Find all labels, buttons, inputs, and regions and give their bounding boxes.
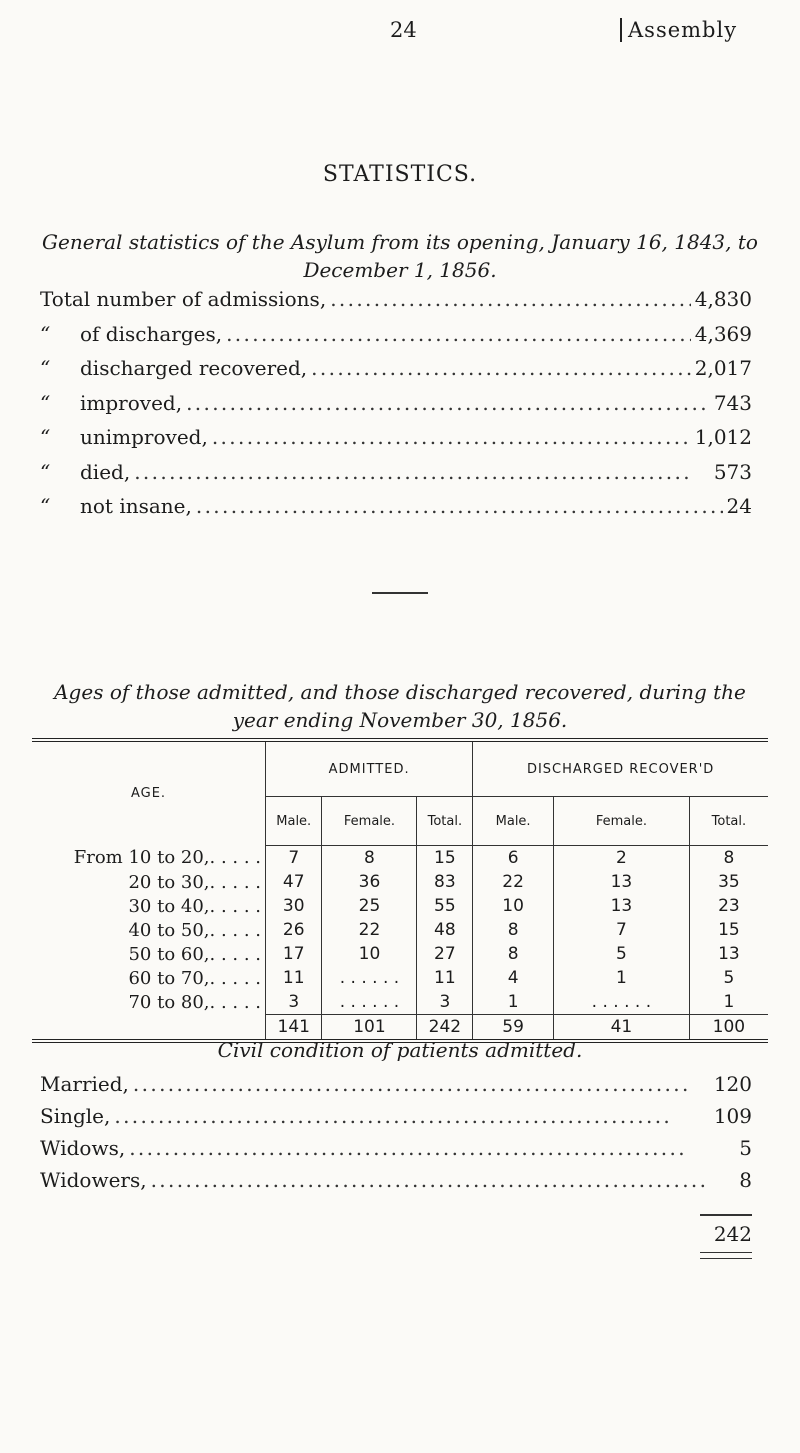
- table-cell: 11: [266, 966, 322, 990]
- table-cell: 36: [322, 870, 417, 894]
- table-cell: 8: [322, 846, 417, 871]
- table-cell: 22: [473, 870, 554, 894]
- table-cell: 13: [553, 894, 689, 918]
- civil-value: 8: [739, 1168, 752, 1192]
- table-cell: 48: [417, 918, 473, 942]
- table-cell: 25: [322, 894, 417, 918]
- table-cell: . . . . . .: [322, 990, 417, 1015]
- stat-row-discharged-recovered: [40, 356, 752, 391]
- page-number: 24: [390, 18, 417, 42]
- total-cell: 141: [266, 1015, 322, 1042]
- table-row: [32, 870, 768, 894]
- page-title: STATISTICS.: [322, 162, 478, 187]
- table-cell: 3: [417, 990, 473, 1015]
- stat-row-died: [40, 460, 752, 495]
- admitted-male-header: Male.: [266, 797, 322, 846]
- ages-caption: Ages of those admitted, and those discharged recovered, during the year ending November 30, 1856.: [54, 680, 746, 732]
- total-cell: 100: [689, 1015, 768, 1042]
- ditto-mark: “: [40, 390, 51, 415]
- total-cell: 41: [553, 1015, 689, 1042]
- stat-value: 4,830: [694, 287, 752, 311]
- table-cell: 83: [417, 870, 473, 894]
- discharged-header: DISCHARGED RECOVER'D: [473, 740, 768, 797]
- civil-value: 5: [739, 1136, 752, 1160]
- admitted-header: ADMITTED.: [266, 740, 473, 797]
- table-cell: 1: [473, 990, 554, 1015]
- age-cell: 60 to 70,. . . . .: [32, 966, 266, 990]
- table-row: [32, 846, 768, 871]
- ditto-mark: “: [40, 425, 51, 449]
- table-cell: 1: [723, 992, 735, 1012]
- table-cell: 55: [417, 894, 473, 918]
- table-cell: 13: [718, 944, 740, 964]
- table-cell: . . . . . .: [322, 966, 417, 990]
- civil-label: Married,: [40, 1072, 129, 1096]
- table-cell: 7: [553, 918, 689, 942]
- table-cell: 8: [723, 848, 735, 868]
- total-cell: 59: [473, 1015, 554, 1042]
- stat-label: improved,: [80, 390, 183, 415]
- stat-label: not insane,: [80, 494, 192, 518]
- stat-label: unimproved,: [80, 425, 208, 449]
- table-cell: 8: [473, 918, 554, 942]
- table-cell: 26: [266, 918, 322, 942]
- table-row: [32, 966, 768, 990]
- table-cell: 7: [266, 846, 322, 871]
- civil-row-widowers: [40, 1168, 752, 1200]
- stat-value: 4,369: [694, 321, 752, 346]
- civil-label: Widows,: [40, 1136, 126, 1160]
- discharged-male-header: Male.: [473, 797, 554, 846]
- civil-row-married: [40, 1072, 752, 1104]
- stat-value: 2,017: [694, 356, 752, 380]
- stat-label: discharged recovered,: [80, 356, 308, 380]
- stat-row-unimproved: [40, 425, 752, 460]
- table-row: [32, 942, 768, 966]
- table-cell: 22: [322, 918, 417, 942]
- section-divider: [372, 592, 428, 594]
- table-cell: 13: [553, 870, 689, 894]
- ditto-mark: “: [40, 494, 51, 518]
- civil-total-value: 242: [713, 1222, 752, 1246]
- age-header: AGE.: [32, 740, 266, 846]
- table-cell: 15: [718, 920, 740, 940]
- table-cell: 35: [718, 872, 740, 892]
- civil-label: Single,: [40, 1104, 111, 1128]
- table-cell: 47: [266, 870, 322, 894]
- table-row: [32, 894, 768, 918]
- civil-row-single: [40, 1104, 752, 1136]
- table-row: [32, 918, 768, 942]
- civil-total: [700, 1214, 752, 1259]
- table-cell: 8: [473, 942, 554, 966]
- table-cell: 11: [417, 966, 473, 990]
- total-cell: 101: [322, 1015, 417, 1042]
- general-statistics-list: [40, 287, 752, 529]
- civil-condition-caption: Civil condition of patients admitted.: [217, 1038, 583, 1062]
- civil-condition-list: [40, 1072, 752, 1200]
- age-cell: 40 to 50,. . . . .: [32, 918, 266, 942]
- civil-value: 120: [713, 1072, 752, 1096]
- table-cell: 3: [266, 990, 322, 1015]
- discharged-female-header: Female.: [553, 797, 689, 846]
- stat-value: 573: [713, 459, 752, 484]
- stat-row-not-insane: [40, 494, 752, 529]
- total-cell: 242: [417, 1015, 473, 1042]
- stat-value: 1,012: [694, 425, 752, 449]
- stat-label: died,: [80, 459, 131, 484]
- page-header: [0, 10, 800, 50]
- running-head: Assembly: [620, 18, 737, 42]
- table-cell: 23: [718, 896, 740, 916]
- ages-table: [32, 738, 768, 1043]
- ditto-mark: “: [40, 356, 51, 380]
- admitted-total-header: Total.: [417, 797, 473, 846]
- stat-value: 24: [726, 494, 752, 518]
- stat-label: of discharges,: [80, 321, 223, 346]
- age-cell: 20 to 30,. . . . .: [32, 870, 266, 894]
- table-cell: 10: [322, 942, 417, 966]
- table-cell: 1: [553, 966, 689, 990]
- stat-value: 743: [713, 390, 752, 415]
- table-row: [32, 990, 768, 1015]
- ditto-mark: “: [40, 459, 51, 484]
- table-cell: 5: [553, 942, 689, 966]
- age-cell: 50 to 60,. . . . .: [32, 942, 266, 966]
- stat-row-improved: [40, 391, 752, 426]
- civil-label: Widowers,: [40, 1168, 147, 1192]
- table-cell: 10: [473, 894, 554, 918]
- ages-table-container: [32, 738, 768, 1043]
- civil-row-widows: [40, 1136, 752, 1168]
- ditto-mark: “: [40, 321, 51, 346]
- table-cell: . . . . . .: [553, 990, 689, 1015]
- age-cell: From 10 to 20,. . . . .: [32, 846, 266, 871]
- table-cell: 2: [553, 846, 689, 871]
- table-cell: 17: [266, 942, 322, 966]
- stat-row-admissions: [40, 287, 752, 322]
- table-cell: 5: [723, 968, 735, 988]
- discharged-total-header: Total.: [689, 797, 768, 846]
- table-cell: 4: [473, 966, 554, 990]
- civil-value: 109: [713, 1104, 752, 1128]
- general-statistics-caption: General statistics of the Asylum from its opening, January 16, 1843, to December 1, 1856.: [42, 230, 758, 282]
- age-cell: 30 to 40,. . . . .: [32, 894, 266, 918]
- age-cell: 70 to 80,. . . . .: [32, 990, 266, 1015]
- table-cell: 30: [266, 894, 322, 918]
- table-cell: 6: [473, 846, 554, 871]
- table-cell: 15: [417, 846, 473, 871]
- stat-label: Total number of admissions,: [40, 287, 327, 311]
- admitted-female-header: Female.: [322, 797, 417, 846]
- table-cell: 27: [417, 942, 473, 966]
- stat-row-discharges: [40, 322, 752, 357]
